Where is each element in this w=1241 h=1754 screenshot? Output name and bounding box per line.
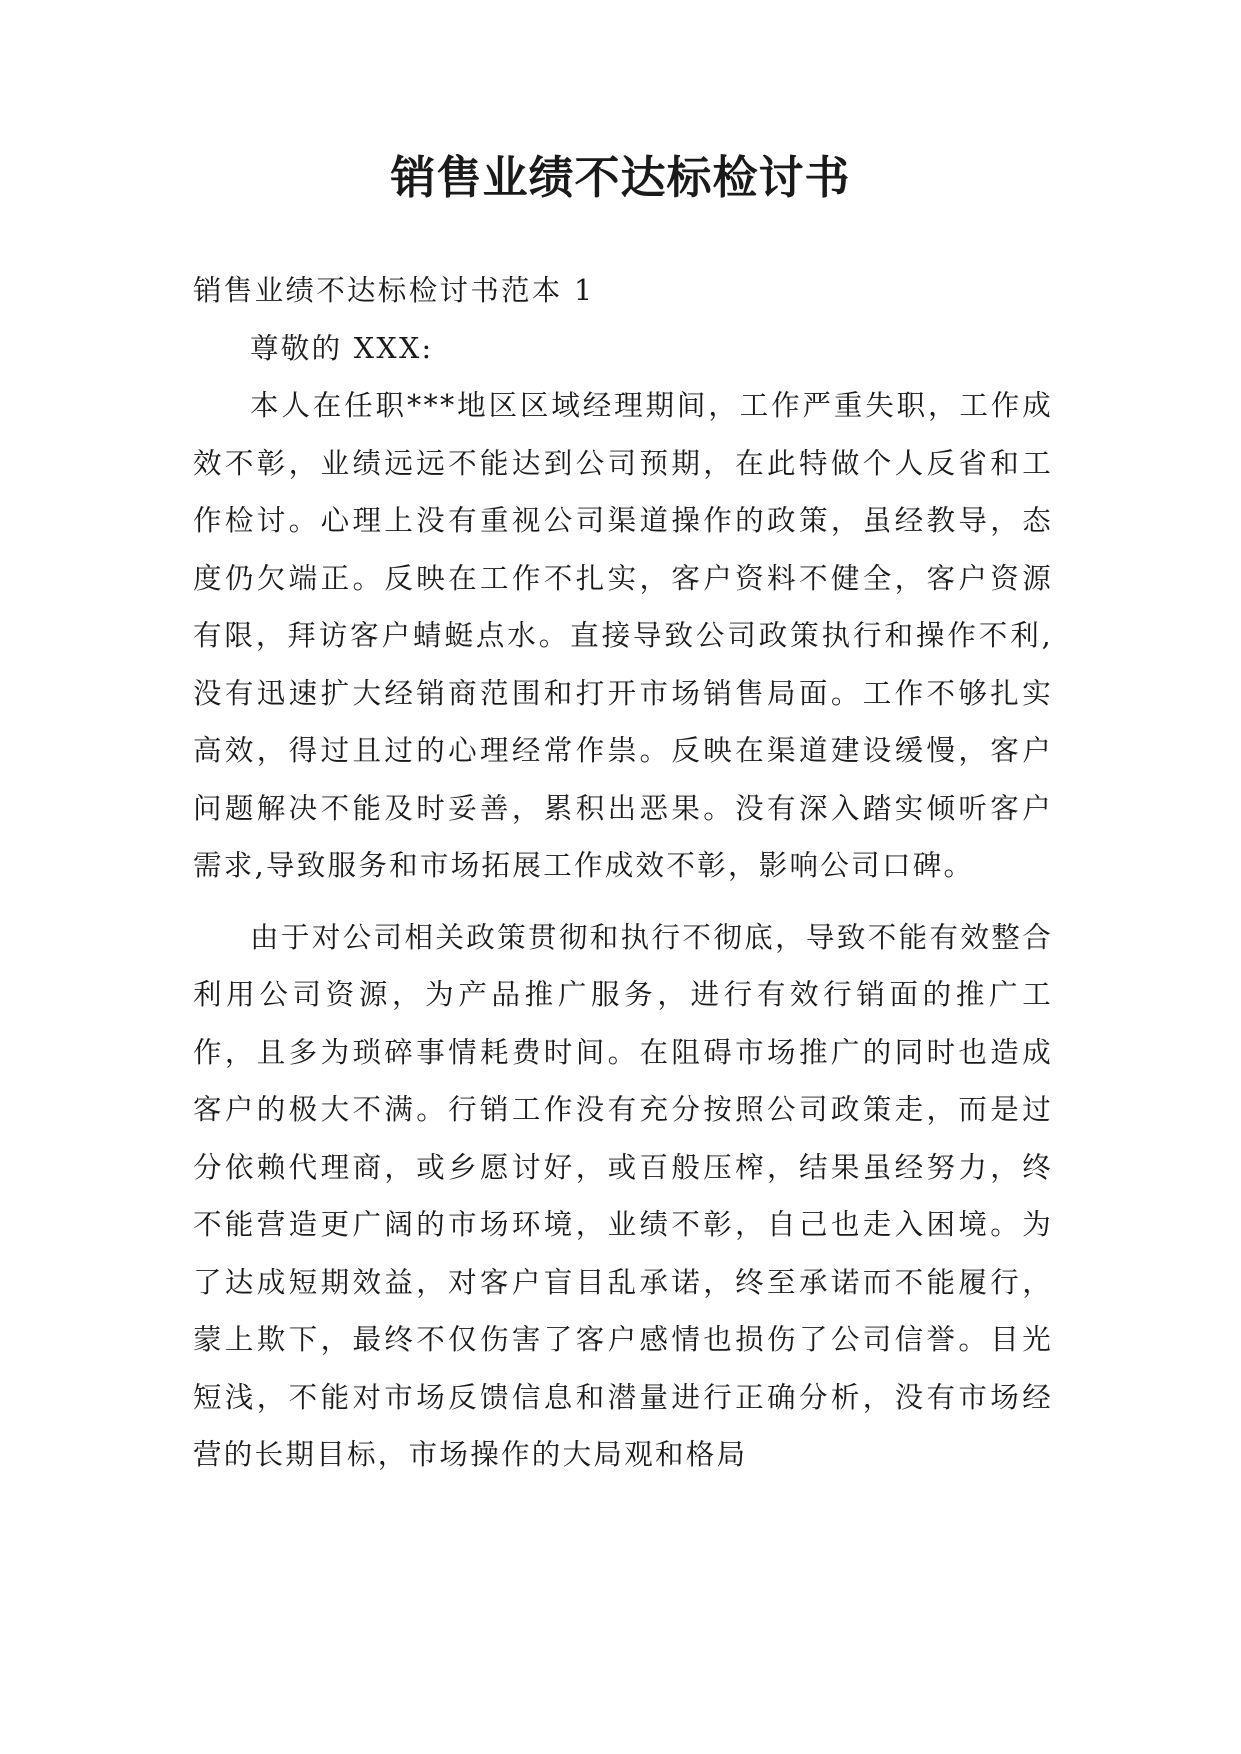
document-title: 销售业绩不达标检讨书 — [390, 151, 851, 204]
document-subtitle: 销售业绩不达标检讨书范本 1 — [193, 274, 595, 307]
document-body — [193, 262, 1053, 1484]
body-paragraph-2: 由于对公司相关政策贯彻和执行不彻底，导致不能有效整合利用公司资源，为产品推广服务，进行有效行销面的推广工作，且多为琐碎事情耗费时间。在阻碍市场推广的同时也造成客户的极大不满。行销工作没有充分按照公司政策走，而是过分依赖代理商，或乡愿讨好，或百般压榨，结果虽经努力，终不能营造更广阔的市场环境，业绩不彰，自己也走入困境。为了达成短期效益，对客户盲目乱承诺，终至承诺而不能履行，蒙上欺下，最终不仅伤害了客户感情也损伤了公司信誉。目光短浅，不能对市场反馈信息和潜量进行正确分析，没有市场经营的长期目标，市场操作的大局观和格局 — [193, 920, 1053, 1471]
body-paragraph-1: 本人在任职***地区区域经理期间，工作严重失职，工作成效不彰，业绩远远不能达到公司预期，在此特做个人反省和工作检讨。心理上没有重视公司渠道操作的政策，虽经教导，态度仍欠端正。反映在工作不扎实，客户资料不健全，客户资源有限，拜访客户蜻蜓点水。直接导致公司政策执行和操作不利,没有迅速扩大经销商范围和打开市场销售局面。工作不够扎实高效，得过且过的心理经常作祟。反映在渠道建设缓慢，客户问题解决不能及时妥善，累积出恶果。没有深入踏实倾听客户需求,导致服务和市场拓展工作成效不彰，影响公司口碑。 — [193, 389, 1053, 882]
salutation: 尊敬的 XXX: — [250, 331, 434, 365]
